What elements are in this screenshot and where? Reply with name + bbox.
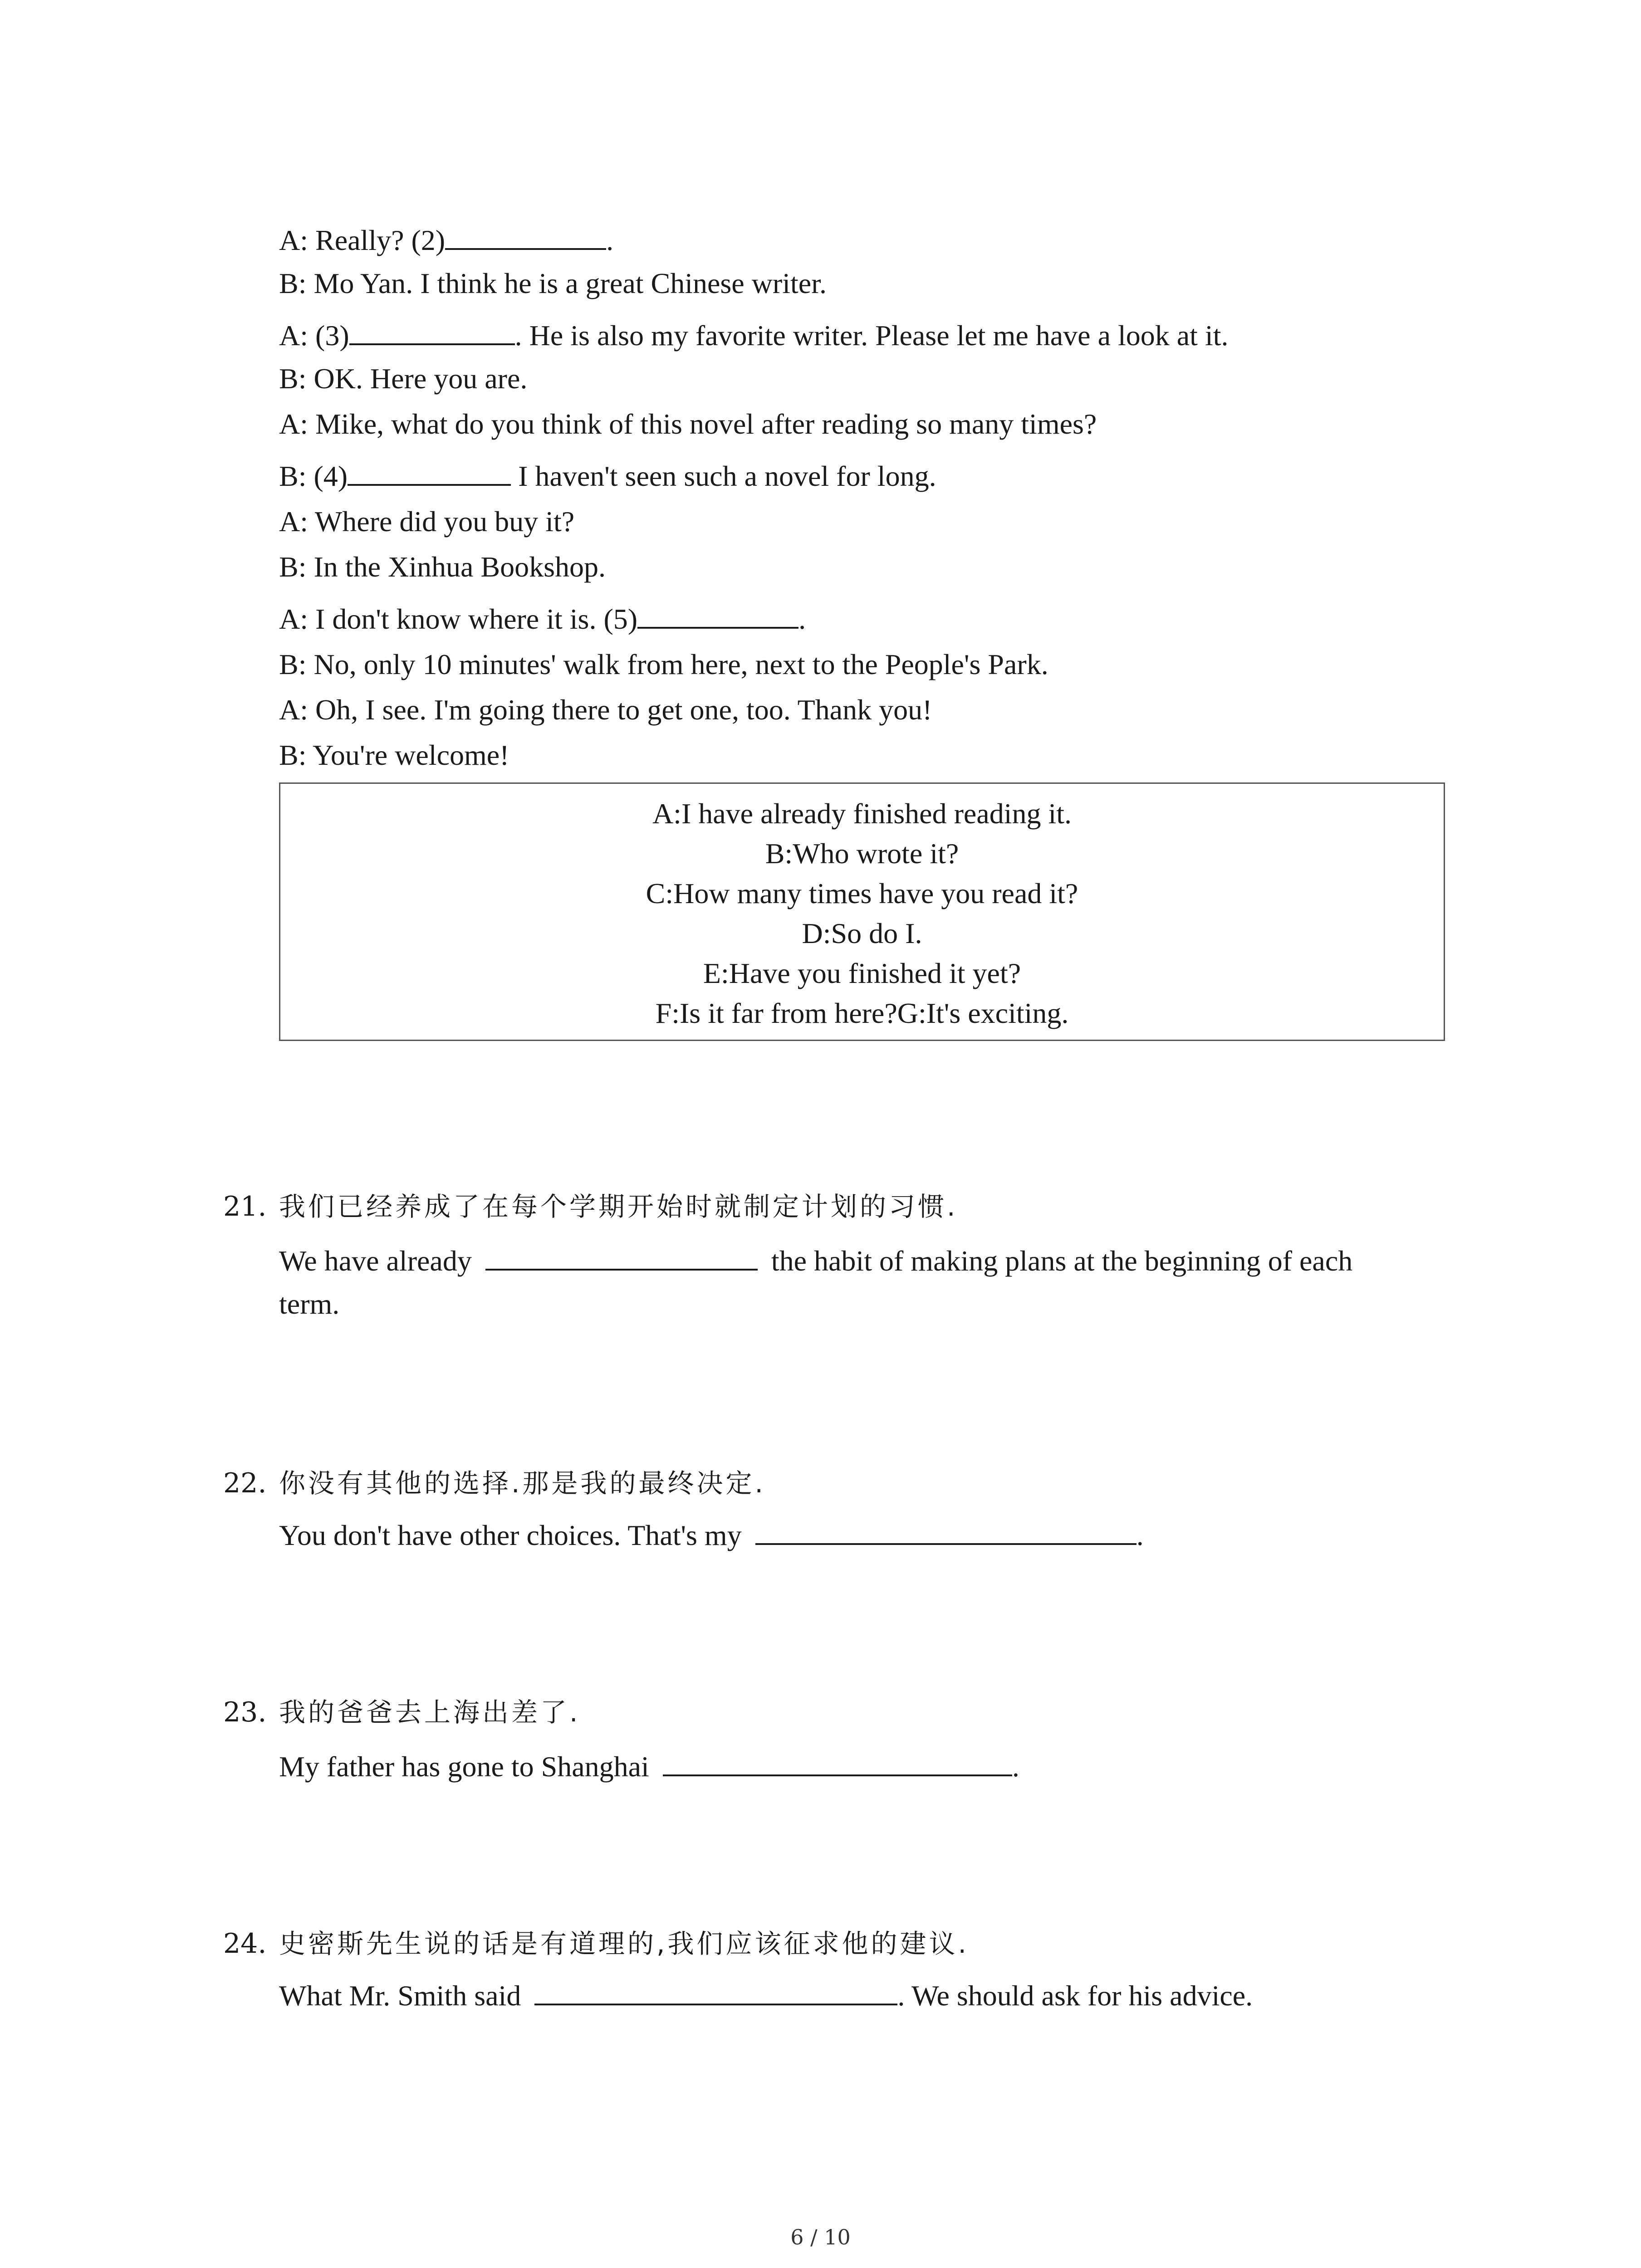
question-24-chinese: 史密斯先生说的话是有道理的,我们应该征求他的建议.	[279, 1928, 969, 1959]
dialogue-text: B: (4)	[279, 460, 348, 492]
question-21-sentence	[279, 1241, 1352, 1279]
dialogue-line-4: B: OK. Here you are.	[279, 362, 528, 395]
question-text: You don't have other choices. That's my	[279, 1519, 742, 1551]
question-21-number: 21.	[223, 1191, 267, 1222]
dialogue-line-3	[279, 315, 1229, 354]
question-text: My father has gone to Shanghai	[279, 1750, 649, 1783]
dialogue-line-5: A: Mike, what do you think of this novel after reading so many times?	[279, 408, 1097, 440]
dialogue-text: .	[798, 603, 806, 635]
option-a: A:I have already finished reading it.	[652, 797, 1072, 830]
options-box	[279, 782, 1445, 1041]
dialogue-text: A: (3)	[279, 319, 349, 352]
question-22-blank[interactable]	[755, 1515, 1136, 1545]
dialogue-text: I haven't seen such a novel for long.	[511, 460, 936, 492]
question-23-blank[interactable]	[663, 1746, 1012, 1776]
dialogue-line-9	[279, 599, 806, 637]
page-number: 6 / 10	[790, 2225, 851, 2249]
answer-blank-2[interactable]	[445, 220, 606, 250]
question-text: the habit of making plans at the beginning of each	[771, 1245, 1353, 1277]
question-21-blank[interactable]	[485, 1241, 758, 1271]
dialogue-text: A: I don't know where it is. (5)	[279, 603, 638, 635]
question-text: We have already	[279, 1245, 472, 1277]
question-23-chinese: 我的爸爸去上海出差了.	[279, 1697, 581, 1728]
question-24-number: 24.	[223, 1928, 267, 1960]
question-text: . We should ask for his advice.	[897, 1980, 1253, 2012]
question-22-sentence	[279, 1515, 1144, 1554]
dialogue-line-10: B: No, only 10 minutes' walk from here, next to the People's Park.	[279, 648, 1048, 680]
dialogue-line-7: A: Where did you buy it?	[279, 505, 575, 538]
option-d: D:So do I.	[802, 917, 922, 949]
option-f-g: F:Is it far from here?G:It's exciting.	[655, 997, 1069, 1029]
question-22-number: 22.	[223, 1467, 267, 1499]
answer-blank-3[interactable]	[349, 315, 515, 345]
question-text: What Mr. Smith said	[279, 1980, 521, 2012]
question-text: .	[1012, 1750, 1019, 1783]
dialogue-line-11: A: Oh, I see. I'm going there to get one, too. Thank you!	[279, 694, 932, 726]
question-24-blank[interactable]	[534, 1975, 897, 2005]
dialogue-text: A: Really? (2)	[279, 224, 446, 256]
question-21-chinese: 我们已经养成了在每个学期开始时就制定计划的习惯.	[279, 1191, 958, 1222]
option-e: E:Have you finished it yet?	[703, 957, 1021, 989]
dialogue-line-8: B: In the Xinhua Bookshop.	[279, 551, 606, 583]
question-23-number: 23.	[223, 1696, 267, 1728]
dialogue-line-6	[279, 456, 936, 494]
option-b: B:Who wrote it?	[765, 837, 959, 870]
question-24-sentence	[279, 1975, 1253, 2014]
question-23-sentence	[279, 1746, 1019, 1785]
dialogue-line-12: B: You're welcome!	[279, 739, 509, 771]
question-21-continuation: term.	[279, 1288, 340, 1320]
question-22-chinese: 你没有其他的选择.那是我的最终决定.	[279, 1468, 766, 1499]
dialogue-text: .	[606, 224, 614, 256]
dialogue-line-1	[279, 220, 613, 259]
dialogue-line-2: B: Mo Yan. I think he is a great Chinese writer.	[279, 267, 827, 299]
answer-blank-5[interactable]	[637, 599, 798, 629]
question-text: .	[1136, 1519, 1144, 1551]
dialogue-text: . He is also my favorite writer. Please let me have a look at it.	[514, 319, 1229, 352]
option-c: C:How many times have you read it?	[646, 877, 1078, 909]
answer-blank-4[interactable]	[348, 456, 511, 486]
